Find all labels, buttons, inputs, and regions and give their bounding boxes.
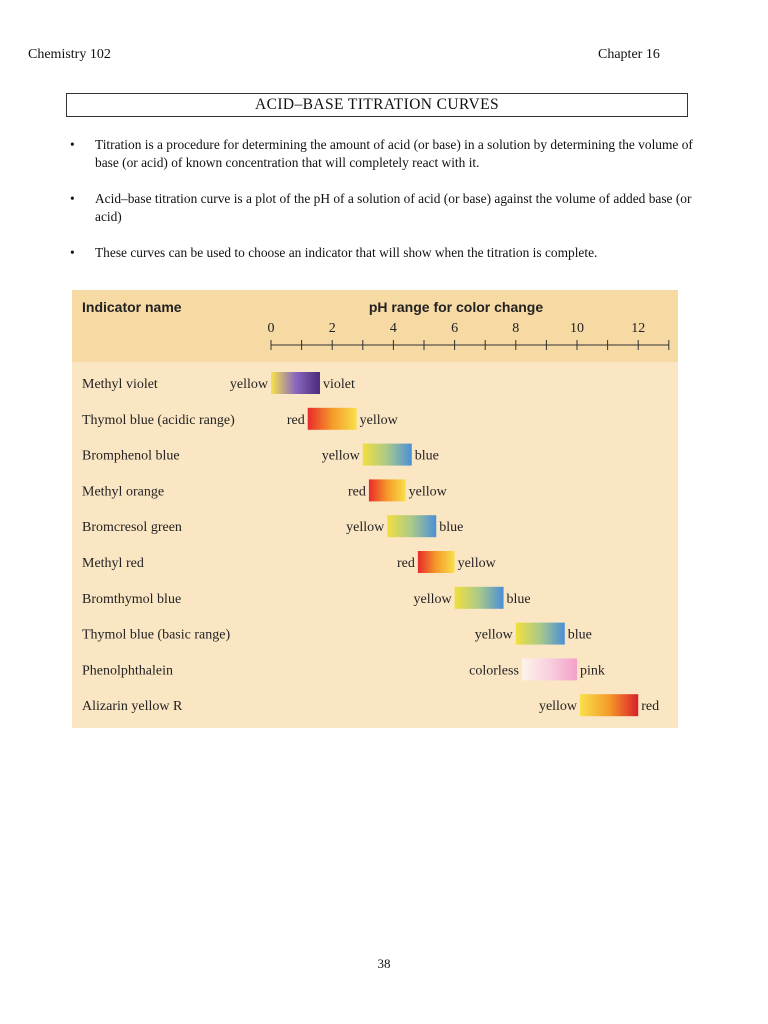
indicator-chart bbox=[72, 290, 678, 728]
bullet-list bbox=[70, 136, 710, 280]
page-number: 38 bbox=[377, 956, 391, 971]
high-ph-color-label: red bbox=[641, 699, 660, 715]
bullet-item bbox=[70, 136, 710, 172]
indicator-name: Methyl violet bbox=[82, 377, 158, 392]
color-range-bar bbox=[516, 623, 565, 645]
page-title: ACID–BASE TITRATION CURVES bbox=[66, 93, 688, 117]
color-range-bar bbox=[363, 444, 412, 466]
bullet-text: Titration is a procedure for determining the amount of acid (or base) in a solution by determining the volume of base (or acid) of known concentration that will completely react with it. bbox=[95, 137, 693, 170]
bullet-icon: • bbox=[70, 245, 75, 260]
tick-label: 0 bbox=[267, 321, 275, 336]
bullet-text: Acid–base titration curve is a plot of the pH of a solution of acid (or base) against the volume of added base (or acid) bbox=[95, 191, 692, 224]
bullet-icon: • bbox=[70, 191, 75, 206]
indicator-name: Alizarin yellow R bbox=[82, 699, 183, 715]
indicator-name: Methyl red bbox=[82, 556, 144, 571]
tick-label: 10 bbox=[570, 321, 584, 336]
low-ph-color-label: yellow bbox=[474, 627, 513, 643]
color-range-bar bbox=[271, 372, 320, 394]
course-name: Chemistry 102 bbox=[28, 47, 111, 62]
indicator-name: Phenolphthalein bbox=[82, 663, 173, 679]
high-ph-color-label: yellow bbox=[457, 556, 496, 571]
tick-label: 12 bbox=[631, 321, 646, 336]
tick-label: 2 bbox=[328, 321, 336, 336]
indicator-name: Methyl orange bbox=[82, 484, 165, 500]
chapter-label: Chapter 16 bbox=[598, 47, 660, 62]
low-ph-color-label: red bbox=[286, 412, 305, 428]
indicator-name: Thymol blue (acidic range) bbox=[82, 412, 235, 428]
low-ph-color-label: red bbox=[348, 484, 366, 500]
color-range-bar bbox=[522, 658, 577, 680]
low-ph-color-label: red bbox=[396, 556, 415, 571]
high-ph-color-label: pink bbox=[580, 663, 605, 679]
high-ph-color-label: blue bbox=[414, 448, 439, 464]
tick-label: 6 bbox=[451, 321, 459, 336]
high-ph-color-label: yellow bbox=[359, 412, 398, 428]
high-ph-color-label: yellow bbox=[408, 484, 447, 500]
color-range-bar bbox=[387, 515, 436, 537]
color-range-bar bbox=[308, 408, 357, 430]
color-range-bar bbox=[369, 479, 406, 501]
indicator-name: Bromcresol green bbox=[82, 520, 182, 536]
indicator-name: Thymol blue (basic range) bbox=[82, 627, 231, 643]
low-ph-color-label: yellow bbox=[229, 377, 268, 392]
indicator-name: Bromphenol blue bbox=[82, 448, 180, 464]
low-ph-color-label: yellow bbox=[413, 591, 452, 607]
low-ph-color-label: yellow bbox=[538, 699, 578, 715]
color-range-bar bbox=[418, 551, 455, 573]
high-ph-color-label: blue bbox=[567, 627, 592, 643]
bullet-item bbox=[70, 244, 710, 262]
bullet-icon: • bbox=[70, 137, 75, 152]
tick-label: 4 bbox=[389, 321, 397, 336]
low-ph-color-label: yellow bbox=[346, 520, 385, 536]
tick-label: 8 bbox=[512, 321, 520, 336]
ph-range-heading: pH range for color change bbox=[368, 299, 544, 315]
low-ph-color-label: colorless bbox=[469, 663, 519, 679]
color-range-bar bbox=[580, 694, 638, 716]
high-ph-color-label: blue bbox=[506, 591, 531, 607]
bullet-item bbox=[70, 190, 710, 226]
high-ph-color-label: blue bbox=[439, 520, 464, 536]
high-ph-color-label: violet bbox=[322, 377, 355, 392]
low-ph-color-label: yellow bbox=[321, 448, 360, 464]
color-range-bar bbox=[455, 587, 504, 609]
indicator-name: Bromthymol blue bbox=[82, 591, 182, 607]
indicator-name-heading: Indicator name bbox=[82, 299, 182, 315]
bullet-text: These curves can be used to choose an indicator that will show when the titration is complete. bbox=[95, 245, 598, 260]
